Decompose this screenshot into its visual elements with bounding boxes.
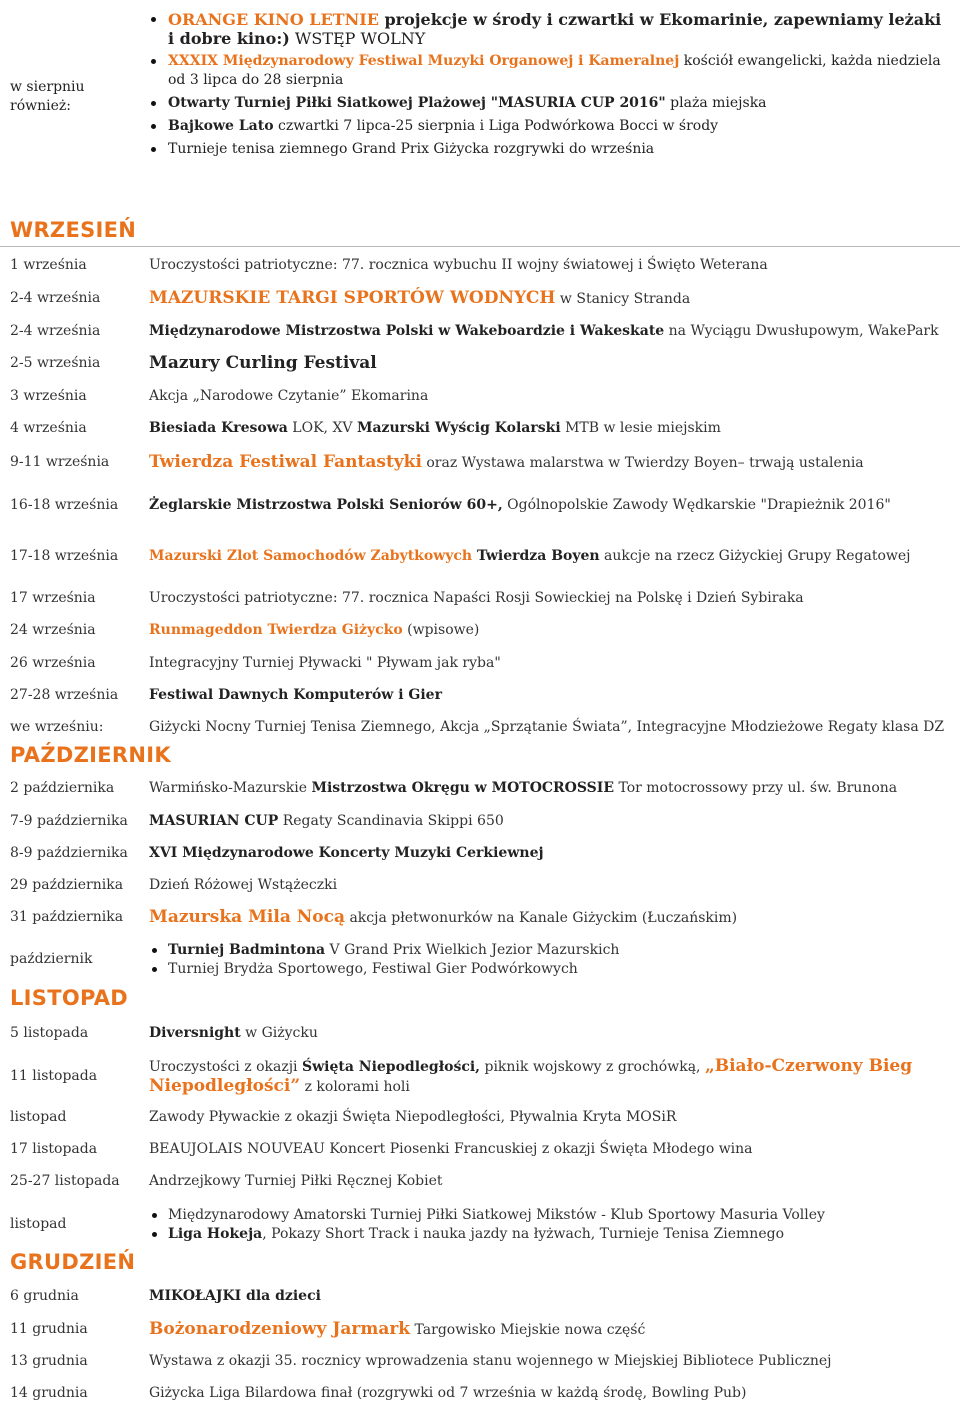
event-date: 1 września xyxy=(10,257,87,273)
text-segment: LOK, XV xyxy=(287,420,357,436)
text-segment: (wpisowe) xyxy=(402,622,480,638)
month-heading: WRZESIEŃ xyxy=(10,218,137,242)
text-segment: Uroczystości patriotyczne: 77. rocznica wybuchu II wojny światowej i Święto Weterana xyxy=(149,257,768,273)
text-segment: w Giżycku xyxy=(240,1025,318,1041)
text-segment: plaża miejska xyxy=(665,95,767,111)
event-bullet-item xyxy=(149,1206,954,1225)
event-date: 4 września xyxy=(10,420,87,436)
text-segment: V Grand Prix Wielkich Jezior Mazurskich xyxy=(325,942,620,958)
text-segment: Turniej Brydża Sportowego, Festiwal Gier Podwórkowych xyxy=(168,961,578,977)
event-date: 5 listopada xyxy=(10,1025,89,1041)
event-description xyxy=(149,621,954,640)
month-divider xyxy=(0,246,960,247)
month-heading: GRUDZIEŃ xyxy=(10,1250,136,1274)
event-date: 2-5 września xyxy=(10,355,101,371)
text-segment: z kolorami holi xyxy=(300,1079,410,1095)
month-heading: PAŹDZIERNIK xyxy=(10,743,171,767)
event-description xyxy=(149,686,954,705)
event-date: 24 września xyxy=(10,622,96,638)
event-date: listopad xyxy=(10,1216,67,1232)
event-description xyxy=(149,941,954,979)
text-segment: Międzynarodowe Mistrzostwa Polski w Wakeboardzie i Wakeskate xyxy=(149,323,665,339)
text-segment: Bożonarodzeniowy Jarmark xyxy=(149,1319,411,1339)
text-segment: Ogólnopolskie Zawody Wędkarskie "Drapieżnik 2016" xyxy=(502,497,891,513)
text-segment: Turnieje tenisa ziemnego Grand Prix Giżycka rozgrywki do września xyxy=(168,141,655,157)
text-segment: Twierdza Boyen xyxy=(472,548,600,564)
event-description xyxy=(149,1024,954,1043)
event-bullet-item xyxy=(149,1225,954,1244)
text-segment: Bajkowe Lato xyxy=(168,118,274,134)
text-segment: Mazurski Wyścig Kolarski xyxy=(356,420,561,436)
event-bullet-item xyxy=(149,960,954,979)
text-segment: Mazurski Zlot Samochodów Zabytkowych xyxy=(149,548,473,564)
text-segment: , Pokazy Short Track i nauka jazdy na łyżwach, Turnieje Tenisa Ziemnego xyxy=(262,1226,784,1242)
event-description xyxy=(149,1206,954,1244)
event-date: 17 września xyxy=(10,590,96,606)
event-date: 9-11 września xyxy=(10,454,110,470)
intro-event-item xyxy=(148,117,948,136)
event-description xyxy=(149,654,954,673)
event-date: listopad xyxy=(10,1109,67,1125)
event-description xyxy=(149,453,954,473)
event-description xyxy=(149,289,954,309)
text-segment: Turniej Badmintona xyxy=(168,942,326,958)
text-segment: Zawody Pływackie z okazji Święta Niepodległości, Pływalnia Kryta MOSiR xyxy=(149,1109,677,1125)
event-description xyxy=(149,908,954,928)
text-segment: Runmageddon Twierdza Giżycko xyxy=(149,622,403,638)
event-date: 27-28 września xyxy=(10,687,119,703)
text-segment: akcja płetwonurków na Kanale Giżyckim (Łuczańskim) xyxy=(345,910,738,926)
event-date: 11 listopada xyxy=(10,1068,98,1084)
event-description xyxy=(149,419,954,438)
event-date: październik xyxy=(10,951,93,967)
text-segment: Targowisko Miejskie nowa część xyxy=(410,1322,646,1338)
event-description xyxy=(149,1320,954,1340)
event-date: 13 grudnia xyxy=(10,1353,88,1369)
text-segment: MAZURSKIE TARGI SPORTÓW WODNYCH xyxy=(149,288,556,308)
event-date: 29 października xyxy=(10,877,124,893)
event-description xyxy=(149,812,954,831)
text-segment: Warmińsko-Mazurskie xyxy=(149,780,312,796)
intro-event-item xyxy=(148,52,948,90)
text-segment: Diversnight xyxy=(149,1025,241,1041)
event-description xyxy=(149,1352,954,1371)
text-segment: kościół ewangelicki, każda niedziela od 3 lipca do 28 sierpnia xyxy=(168,53,941,88)
text-segment: Mistrzostwa Okręgu w MOTOCROSSIE xyxy=(311,780,614,796)
event-bullet-list xyxy=(149,1206,954,1244)
text-segment: Międzynarodowy Amatorski Turniej Piłki Siatkowej Mikstów - Klub Sportowy Masuria Volley xyxy=(168,1207,825,1223)
event-date: 17-18 września xyxy=(10,548,119,564)
event-date: 2-4 września xyxy=(10,323,101,339)
intro-event-item xyxy=(148,94,948,113)
event-date: 2 października xyxy=(10,780,115,796)
text-segment: Otwarty Turniej Piłki Siatkowej Plażowej "MASURIA CUP 2016" xyxy=(168,95,666,111)
event-description xyxy=(149,718,954,737)
event-description xyxy=(149,1287,954,1306)
event-date: 7-9 października xyxy=(10,813,128,829)
text-segment: BEAUJOLAIS NOUVEAU Koncert Piosenki Francuskiej z okazji Święta Młodego wina xyxy=(149,1141,753,1157)
month-heading: LISTOPAD xyxy=(10,986,129,1010)
text-segment: Liga Hokeja xyxy=(168,1226,263,1242)
text-segment: czwartki 7 lipca-25 sierpnia i Liga Podwórkowa Bocci w środy xyxy=(273,118,719,134)
event-date: 31 października xyxy=(10,909,124,925)
event-description xyxy=(149,1057,954,1097)
text-segment: piknik wojskowy z grochówką, xyxy=(480,1059,705,1075)
event-date: 3 września xyxy=(10,388,87,404)
event-date: 26 września xyxy=(10,655,96,671)
event-description xyxy=(149,844,954,863)
event-date: 14 grudnia xyxy=(10,1385,88,1401)
text-segment: XVI Międzynarodowe Koncerty Muzyki Cerkiewnej xyxy=(149,845,544,861)
event-date: 6 grudnia xyxy=(10,1288,79,1304)
text-segment: Wystawa z okazji 35. rocznicy wprowadzenia stanu wojennego w Miejskiej Bibliotece Publicznej xyxy=(149,1353,832,1369)
event-description xyxy=(149,876,954,895)
text-segment: projekcje w środy i czwartki w Ekomarinie, zapewniamy leżaki i dobre kino:) xyxy=(168,10,942,48)
event-bullet-list xyxy=(149,941,954,979)
event-date: 2-4 września xyxy=(10,290,101,306)
text-segment: XXXIX Międzynarodowy Festiwal Muzyki Organowej i Kameralnej xyxy=(168,53,680,69)
text-segment: Andrzejkowy Turniej Piłki Ręcznej Kobiet xyxy=(149,1173,443,1189)
event-description xyxy=(149,547,954,566)
text-segment: Dzień Różowej Wstążeczki xyxy=(149,877,338,893)
text-segment: „Biało-Czerwony Bieg Niepodległości” xyxy=(149,1056,913,1096)
event-description xyxy=(149,322,954,341)
event-description xyxy=(149,354,954,374)
text-segment: Tor motocrossowy przy ul. św. Brunona xyxy=(614,780,898,796)
text-segment: Integracyjny Turniej Pływacki " Pływam jak ryba" xyxy=(149,655,501,671)
text-segment: Giżycki Nocny Turniej Tenisa Ziemnego, Akcja „Sprzątanie Świata”, Integracyjne Młodzieżowe Regaty klasa DZ xyxy=(149,719,945,735)
event-description xyxy=(149,1108,954,1127)
summer-extra-events xyxy=(0,0,960,180)
event-description xyxy=(149,256,954,275)
text-segment: Festiwal Dawnych Komputerów i Gier xyxy=(149,687,442,703)
text-segment: Regaty Scandinavia Skippi 650 xyxy=(278,813,504,829)
event-date: 25-27 listopada xyxy=(10,1173,120,1189)
text-segment: Twierdza Festiwal Fantastyki xyxy=(149,452,422,472)
event-date: we wrześniu: xyxy=(10,719,104,735)
text-segment: w Stanicy Stranda xyxy=(555,291,691,307)
text-segment: Akcja „Narodowe Czytanie” Ekomarina xyxy=(149,388,429,404)
event-description xyxy=(149,1140,954,1159)
text-segment: Żeglarskie Mistrzostwa Polski Seniorów 60+, xyxy=(149,497,503,513)
text-segment: MASURIAN CUP xyxy=(149,813,279,829)
intro-event-item xyxy=(148,140,948,159)
text-segment: Uroczystości z okazji xyxy=(149,1059,302,1075)
text-segment: MTB w lesie miejskim xyxy=(560,420,721,436)
text-segment: oraz Wystawa malarstwa w Twierdzy Boyen– trwają ustalenia xyxy=(421,455,864,471)
text-segment: Mazurska Mila Nocą xyxy=(149,907,345,927)
intro-event-item xyxy=(148,10,948,48)
event-description xyxy=(149,1384,954,1403)
text-segment: MIKOŁAJKI dla dzieci xyxy=(149,1288,321,1304)
event-description xyxy=(149,496,954,515)
text-segment: na Wyciągu Dwusłupowym, WakePark xyxy=(664,323,939,339)
intro-event-list xyxy=(148,10,948,163)
event-date: 16-18 września xyxy=(10,497,119,513)
side-label: w sierpniu również: xyxy=(10,79,85,114)
event-description xyxy=(149,387,954,406)
event-date: 17 listopada xyxy=(10,1141,98,1157)
text-segment: Święta Niepodległości, xyxy=(301,1059,481,1075)
text-segment: Biesiada Kresowa xyxy=(149,420,288,436)
event-bullet-item xyxy=(149,941,954,960)
text-segment: ORANGE KINO LETNIE xyxy=(168,10,379,29)
event-date: 8-9 października xyxy=(10,845,128,861)
text-segment: aukcje na rzecz Giżyckiej Grupy Regatowej xyxy=(599,548,911,564)
text-segment: Uroczystości patriotyczne: 77. rocznica Napaści Rosji Sowieckiej na Polskę i Dzień Sybiraka xyxy=(149,590,804,606)
text-segment: Giżycka Liga Bilardowa finał (rozgrywki od 7 września w każdą środę, Bowling Pub) xyxy=(149,1385,747,1401)
event-date: 11 grudnia xyxy=(10,1321,88,1337)
event-description xyxy=(149,1172,954,1191)
text-segment: Mazury Curling Festival xyxy=(149,353,377,373)
event-description xyxy=(149,589,954,608)
text-segment: WSTĘP WOLNY xyxy=(289,29,426,48)
event-description xyxy=(149,779,954,798)
